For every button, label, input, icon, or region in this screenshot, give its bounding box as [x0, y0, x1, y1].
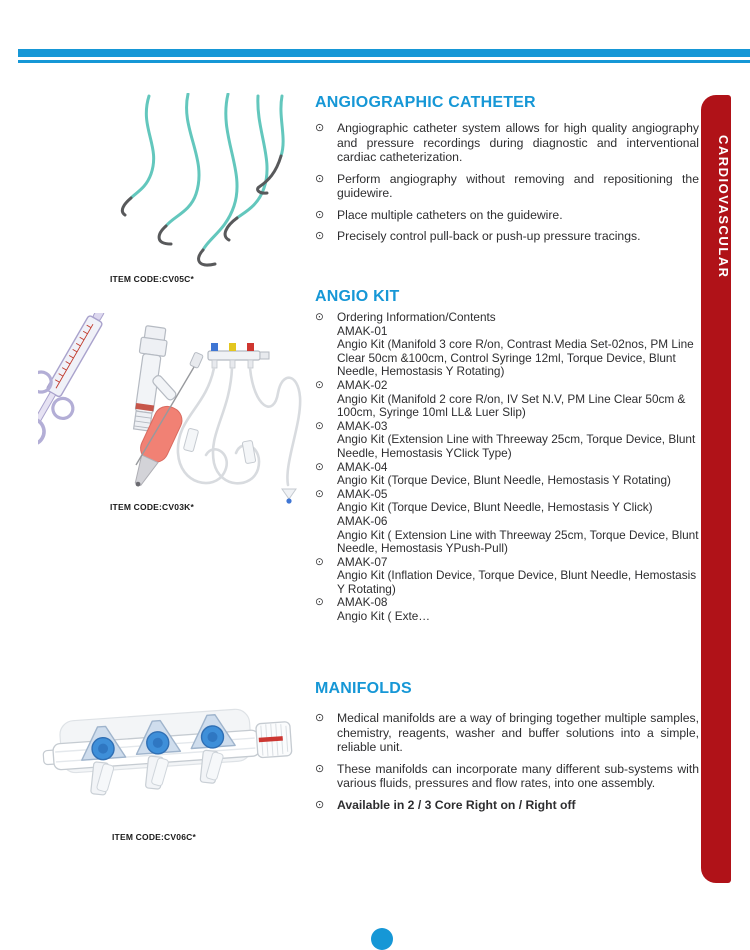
angio-kit-illustration [38, 313, 306, 509]
bullet-text: Perform angiography without removing and repositioning the guidewire. [337, 171, 699, 200]
item-code: ITEM CODE:CV06C* [112, 832, 196, 842]
kit-code: AMAK-07 [337, 554, 388, 569]
cardiovascular-tab [701, 95, 731, 883]
list-item [315, 420, 699, 461]
kit-code: AMAK-02 [337, 377, 388, 392]
list-item [315, 379, 699, 420]
bullet-text: Medical manifolds are a way of bringing together multiple samples, chemistry, reagents, washer and buffer solutions into a simple, reliable unit. [337, 711, 699, 754]
list-item [315, 596, 699, 623]
bullet-body [337, 311, 699, 379]
bullet-icon: ⊙ [315, 762, 325, 775]
bullet-text: Available in 2 / 3 Core Right on / Right off [337, 797, 576, 812]
bullet-icon: ⊙ [315, 460, 324, 473]
list-item [315, 556, 699, 597]
bullet-text: Precisely control pull-back or push-up pressure tracings. [337, 229, 641, 243]
manifold-illustration [42, 700, 297, 830]
bullet-text: These manifolds can incorporate many different sub-systems with various fluids, pressures and flow rates, into one assembly. [337, 761, 699, 790]
bullet-text: Place multiple catheters on the guidewire. [337, 207, 563, 222]
kit-code: AMAK-01 [337, 323, 388, 338]
kit-description: Angio Kit ( Exte… [337, 609, 431, 624]
kit-description: Angio Kit (Extension Line with Threeway 25cm, Torque Device, Blunt Needle, Hemostasis YClick Type) [337, 432, 696, 460]
bullet-icon: ⊙ [315, 208, 325, 221]
kit-code: AMAK-08 [337, 595, 388, 610]
bullet-body [337, 420, 699, 461]
list-item [315, 461, 699, 488]
manifolds-bullets [315, 711, 699, 812]
bullet-text: Angiographic catheter system allows for high quality angiography and pressure recordings during diagnostic and interventional cardiac catheterization. [337, 121, 699, 164]
bullet-icon: ⊙ [315, 378, 324, 391]
kit-description: Angio Kit (Torque Device, Blunt Needle, Hemostasis Y Rotating) [337, 473, 671, 488]
list-item [315, 172, 699, 201]
manifold-image [42, 700, 297, 830]
bullet-body [337, 556, 699, 597]
bullet-icon: ⊙ [315, 172, 325, 185]
kit-code: AMAK-03 [337, 418, 388, 433]
bullet-icon: ⊙ [315, 122, 325, 134]
list-item [315, 311, 699, 379]
list-item [315, 762, 699, 791]
section-title-angio-kit: ANGIO KIT [315, 288, 400, 305]
bullet-body [337, 596, 699, 623]
bullet-icon: ⊙ [315, 311, 324, 323]
item-code: ITEM CODE:CV03K* [110, 502, 194, 512]
kit-code: AMAK-04 [337, 459, 388, 474]
list-item [315, 121, 699, 165]
kit-description: Angio Kit (Torque Device, Blunt Needle, Hemostasis Y Click) [337, 500, 653, 515]
cardiovascular-tab-label: CARDIOVASCULAR [716, 135, 731, 279]
list-item [315, 798, 699, 813]
bullet-icon: ⊙ [315, 712, 325, 724]
bullet-icon: ⊙ [315, 596, 324, 609]
catheters-illustration [116, 93, 294, 271]
section-title-angiographic-catheter: ANGIOGRAPHIC CATHETER [315, 94, 536, 111]
kit-line: Ordering Information/Contents [337, 310, 496, 324]
bullet-body [337, 461, 699, 488]
bullet-body [337, 488, 699, 556]
angiographic-catheter-bullets [315, 121, 699, 244]
angio-kit-bullets [315, 311, 699, 624]
kit-code: AMAK-06 [337, 513, 388, 528]
kit-description: Angio Kit (Manifold 2 core R/on, IV Set N.V, PM Line Clear 50cm & 100cm, Syringe 10ml LL& Luer Slip) [337, 391, 686, 420]
section-title-manifolds: MANIFOLDS [315, 680, 412, 697]
bullet-icon: ⊙ [315, 230, 325, 242]
bullet-icon: ⊙ [315, 487, 324, 500]
list-item [315, 229, 699, 244]
bullet-body [337, 379, 699, 420]
header-stripe-thick [18, 49, 750, 57]
angio-kit-image [38, 313, 306, 509]
list-item [315, 711, 699, 755]
kit-description: Angio Kit (Manifold 3 core R/on, Contrast Media Set-02nos, PM Line Clear 50cm &100cm, Control Syringe 12ml, Torque Device, Blunt Needle, Hemostasis Y Rotating) [337, 337, 694, 379]
page-number-bubble [371, 928, 393, 950]
kit-code: AMAK-05 [337, 486, 388, 501]
kit-description: Angio Kit ( Extension Line with Threeway 25cm, Torque Device, Blunt Needle, Hemostasis YPush-Pull) [337, 527, 699, 556]
bullet-icon: ⊙ [315, 555, 324, 568]
item-code: ITEM CODE:CV05C* [110, 274, 194, 284]
bullet-icon: ⊙ [315, 798, 325, 811]
angiographic-catheters-image [116, 93, 294, 271]
list-item [315, 488, 699, 556]
bullet-icon: ⊙ [315, 419, 324, 432]
header-stripes [18, 49, 750, 63]
list-item [315, 208, 699, 223]
kit-description: Angio Kit (Inflation Device, Torque Device, Blunt Needle, Hemostasis Y Rotating) [337, 568, 697, 596]
header-stripe-thin [18, 60, 750, 63]
